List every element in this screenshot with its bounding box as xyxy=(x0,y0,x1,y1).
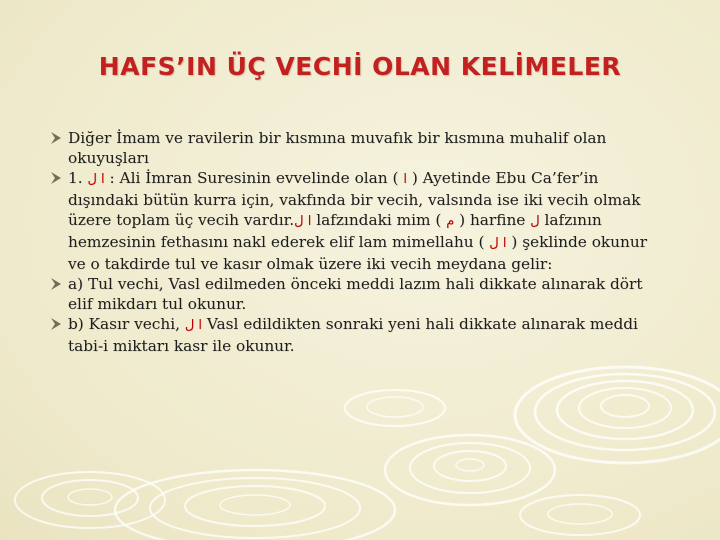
arabic-word: ا ل xyxy=(294,214,312,229)
arabic-word: ا ل xyxy=(87,172,105,187)
bullet-3-line-1: a) Tul vechi, Vasl edilmeden önceki meddi lazım hali dikkate alınarak dört xyxy=(68,275,643,293)
bullet-1-line-2: okuyuşları xyxy=(68,149,149,167)
bullet-2-text: 1. xyxy=(68,169,88,187)
bullet-item-1 xyxy=(48,128,688,168)
bullet-4-text: Vasl edildikten sonraki yeni hali dikkate alınarak meddi xyxy=(202,315,638,333)
bullet-2-text: hemzesinin fethasını nakl ederek elif lam mimellahu ( xyxy=(68,233,490,251)
bullet-list xyxy=(48,128,688,356)
slide-title: HAFS’IN ÜÇ VECHİ OLAN KELİMELER xyxy=(98,52,622,81)
arabic-word: ا ل xyxy=(184,318,203,333)
bullet-3-line-2: elif mikdarı tul okunur. xyxy=(68,295,247,313)
bullet-2-text: ) Ayetinde Ebu Ca’fer’in xyxy=(406,169,599,187)
bullet-2-text: üzere toplam üç vecih vardır. xyxy=(68,211,295,229)
bullet-2-line-2: dışındaki bütün kurra için, vakfında bir vecih, valsında ise iki vecih olmak xyxy=(68,191,641,209)
bullet-4-line-2: tabi-i miktarı kasr ile okunur. xyxy=(68,337,295,355)
bullet-2-line-5: ve o takdirde tul ve kasır olmak üzere iki vecih meydana gelir: xyxy=(68,255,553,273)
bullet-2-text: lafzının xyxy=(539,211,602,229)
arabic-letter: ا xyxy=(403,172,407,187)
bullet-2-text: ) harfine xyxy=(454,211,531,229)
bullet-2-text: : Ali İmran Suresinin evvelinde olan ( xyxy=(104,169,404,187)
bullet-4-text: b) Kasır vechi, xyxy=(68,315,185,333)
bullet-2-text: lafzındaki mim ( xyxy=(311,211,447,229)
arrow-bullet-icon xyxy=(48,316,64,332)
bullet-1-line-1: Diğer İmam ve ravilerin bir kısmına muvafık bir kısmına muhalif olan xyxy=(68,129,607,147)
arabic-word: ا ل xyxy=(489,236,507,251)
bullet-item-2 xyxy=(48,168,688,274)
arrow-bullet-icon xyxy=(48,130,64,146)
arabic-letter: ل xyxy=(530,214,540,229)
arrow-bullet-icon xyxy=(48,276,64,292)
arrow-bullet-icon xyxy=(48,170,64,186)
bullet-item-4 xyxy=(48,314,688,356)
arabic-letter: م xyxy=(446,214,455,229)
bullet-item-3 xyxy=(48,274,688,314)
bullet-2-text: ) şeklinde okunur xyxy=(506,233,648,251)
